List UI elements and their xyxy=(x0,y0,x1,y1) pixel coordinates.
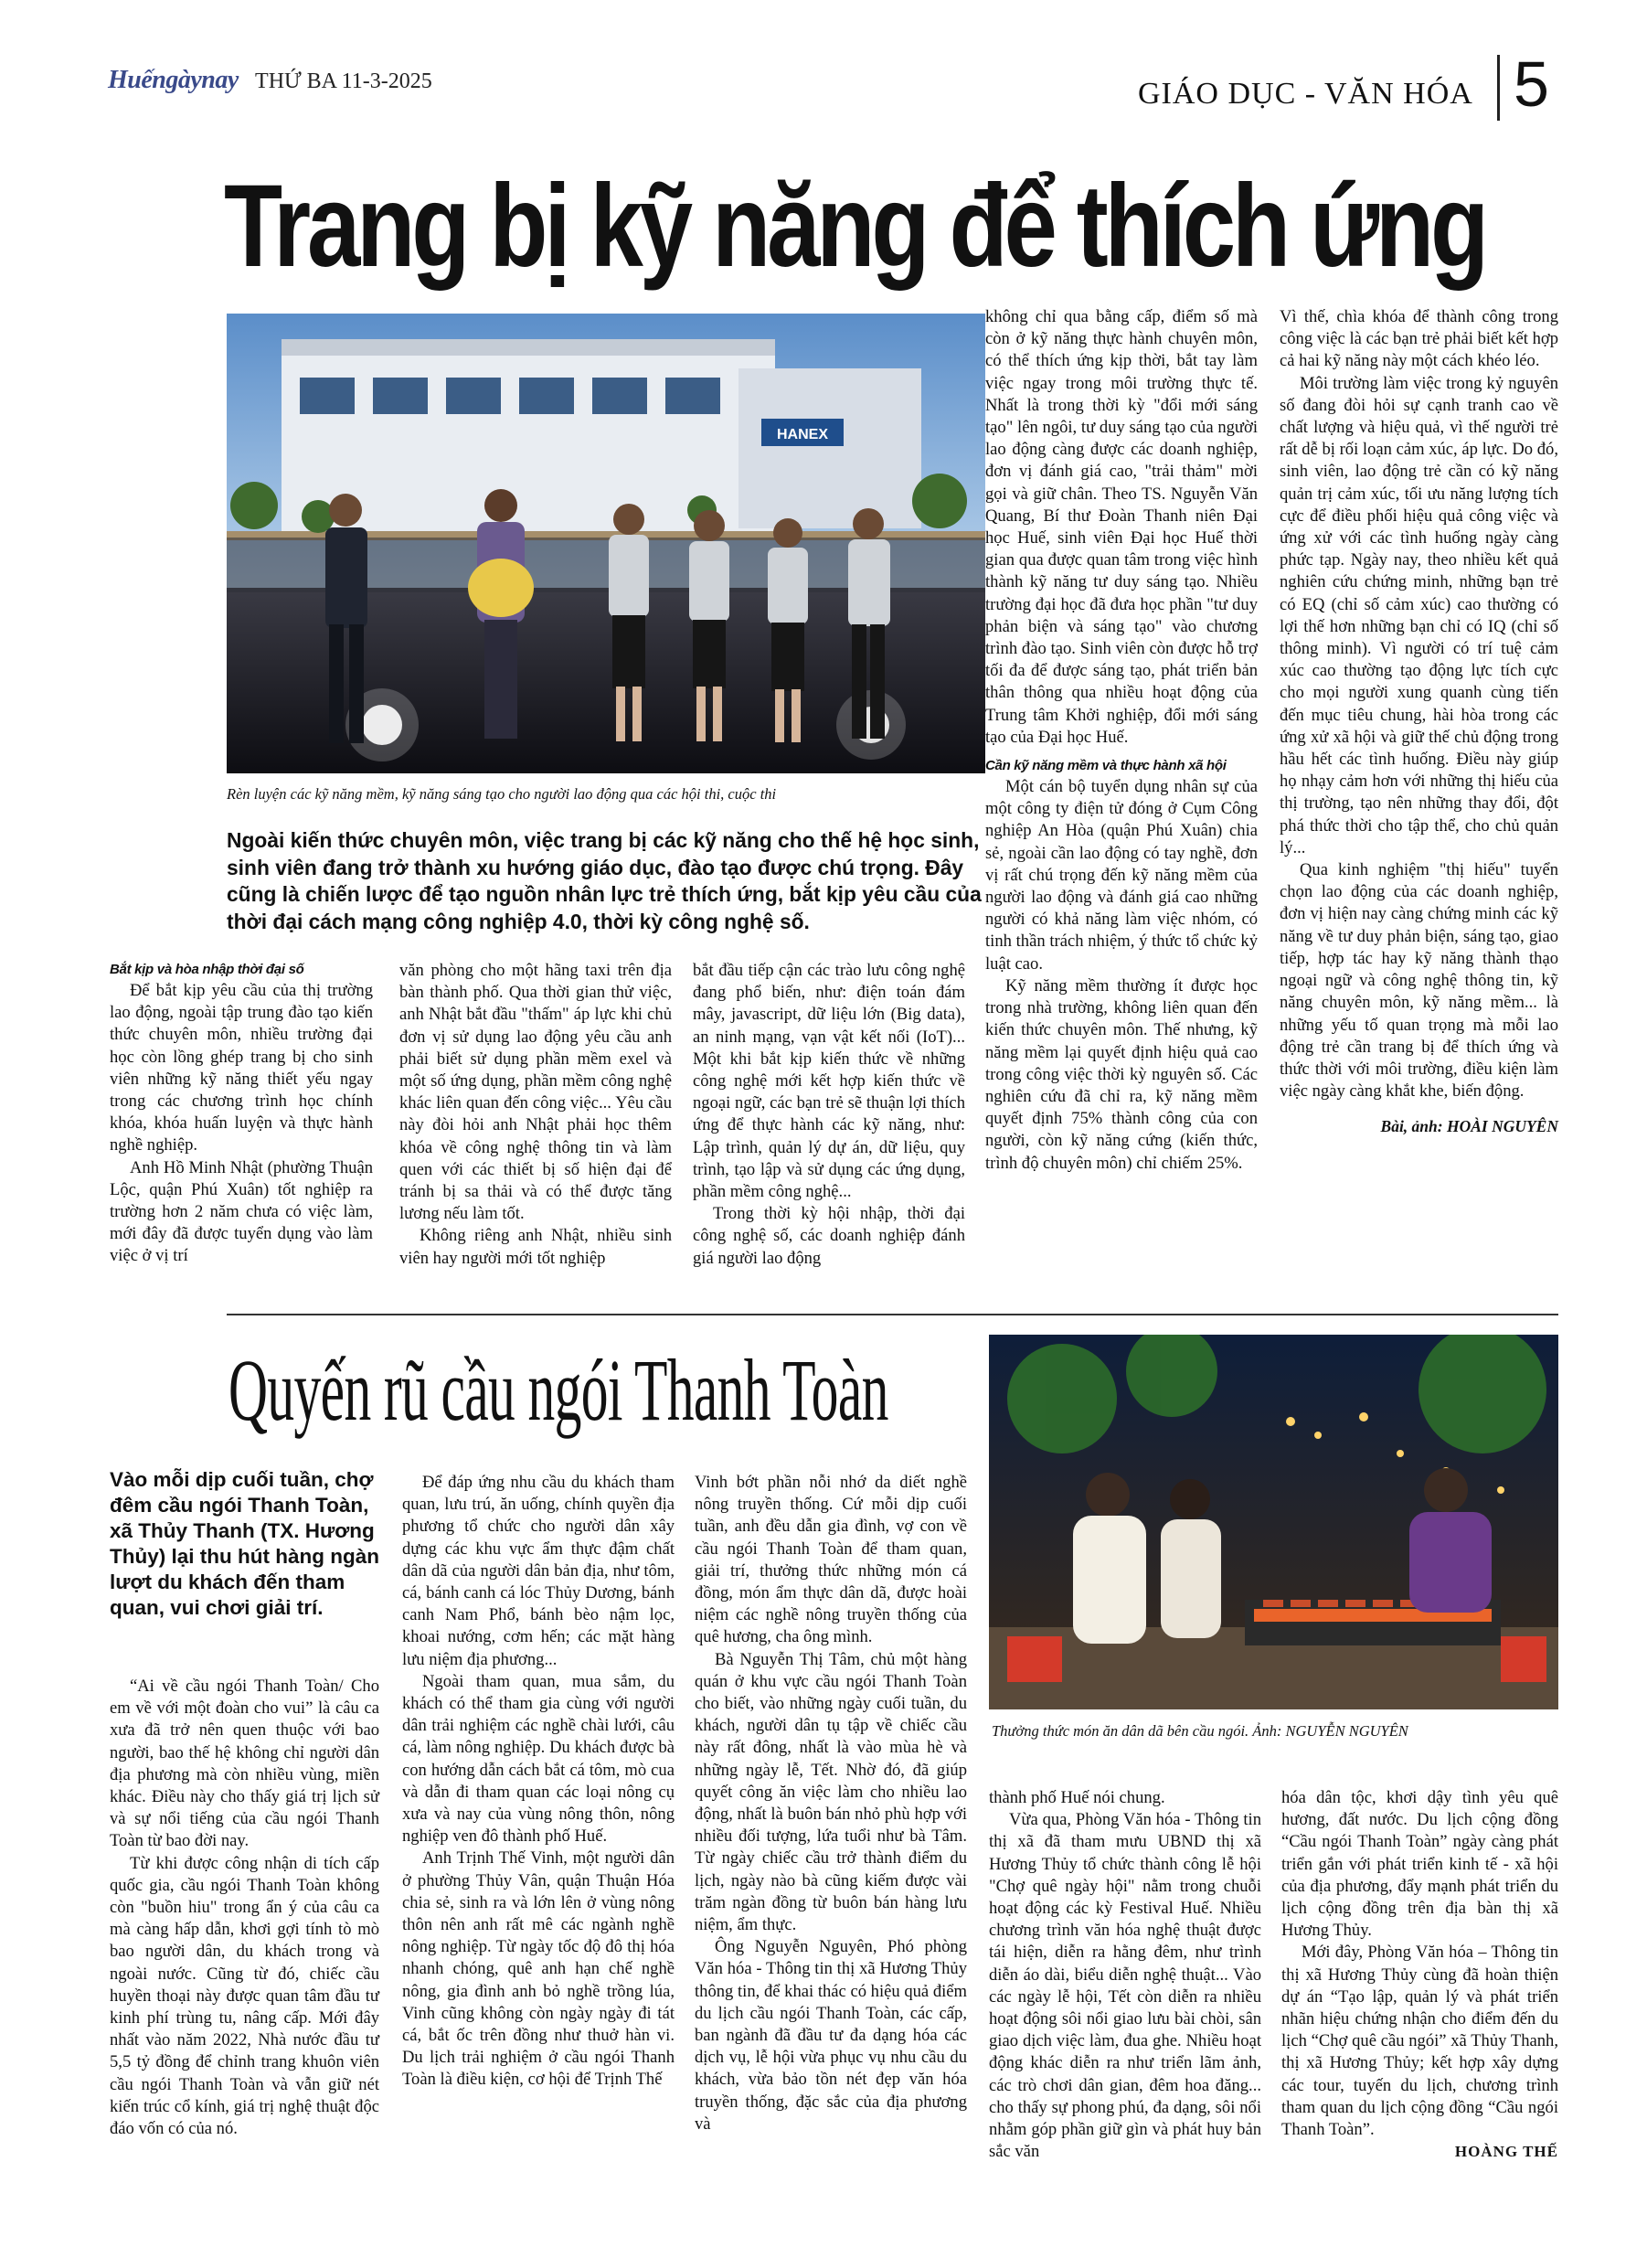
article2-column-1 xyxy=(110,1676,379,2140)
paragraph: Môi trường làm việc trong kỷ nguyên số đang đòi hỏi sự cạnh tranh cao về chất lượng và hiệu quả, vì thế người trẻ rất dễ bị rối loạn cảm xúc, áp lực. Do đó, sinh viên, lao động trẻ cần có kỹ năng quản trị cảm xúc, tối ưu năng lượng tích cực để điều phối hiệu quả công việc và ứng xử với các tình huống ngày càng phức tạp. Ngày nay, theo nhiều kết quả nghiên cứu chứng minh, những bạn trẻ có EQ (chỉ số cảm xúc) cao thường có lợi thế hơn những bạn chỉ có IQ (chỉ số thông minh). Vì người có trí tuệ cảm xúc cao thường tạo động lực tích cực cho mọi người xung quanh cùng tiến đến mục tiêu chung, hài hòa trong các ứng xử xã hội và giữ thế chủ động trong hầu hết các tình huống. Điều này giúp họ nhạy cảm hơn với những thị hiếu của thị trường, tạo nên những thay đổi, đột phá thức thời cho tập thể, cho chủ quản lý... xyxy=(1280,373,1558,857)
article2-lede: Vào mỗi dịp cuối tuần, chợ đêm cầu ngói Thanh Toàn, xã Thủy Thanh (TX. Hương Thủy) lại thu hút hàng ngàn lượt du khách đến tham quan, vui chơi giải trí. xyxy=(110,1468,379,1619)
paragraph: Ngoài tham quan, mua sắm, du khách có thể tham gia cùng với người dân trải nghiệm các nghề chài lưới, câu cá, làm nông nghiệp. Du khách được bà con hướng dẫn cách bắt cá tôm, mò cua và dẫn đi tham quan các loại nông cụ xưa và nay của vùng nông thôn, nông nghiệp ven đô thành phố Huế. xyxy=(402,1671,675,1847)
article-divider xyxy=(227,1314,1558,1315)
paragraph: văn phòng cho một hãng taxi trên địa bàn thành phố. Qua thời gian thử việc, anh Nhật bắt đầu "thấm" áp lực khi chủ đơn vị sử dụng lao động yêu cầu anh phải biết sử dụng phần mềm exel và một số ứng dụng, phần mềm công nghệ khác liên quan đến công việc... Yêu cầu này đòi hỏi anh Nhật phải học thêm khóa về công nghệ thông tin và làm quen với các thiết bị số hiện đại để tránh bị sa thải và có thể được tăng lương nếu làm tốt. xyxy=(399,961,672,1224)
paragraph: Anh Hồ Minh Nhật (phường Thuận Lộc, quận Phú Xuân) tốt nghiệp ra trường hơn 2 năm chưa có việc làm, mới đây đã được tuyển dụng vào làm việc ở vị trí xyxy=(110,1157,373,1266)
factory-sign: HANEX xyxy=(776,427,829,442)
article2-headline: Quyến rũ cầu ngói Thanh Toàn xyxy=(228,1341,888,1439)
article1-photo-caption: Rèn luyện các kỹ năng mềm, kỹ năng sáng tạo cho người lao động qua các hội thi, cuộc thi xyxy=(227,785,777,803)
article1-subheading-2: Cần kỹ năng mềm và thực hành xã hội xyxy=(985,758,1227,774)
paragraph: Kỹ năng mềm thường ít được học trong nhà trường, không liên quan đến kiến thức chuyên môn. Thế nhưng, kỹ năng mềm lại quyết định hiệu quả cao trong công việc thời kỳ nguyên số. Các nghiên cứu đã chỉ ra, kỹ năng mềm quyết định 75% thành công của con người, còn kỹ năng cứng (kiến thức, trình độ chuyên môn) chỉ chiếm 25%. xyxy=(985,975,1258,1173)
paragraph: không chỉ qua bằng cấp, điểm số mà còn ở kỹ năng thực hành chuyên môn, có thể thích ứng kịp thời, bắt tay làm việc ngay trong môi trường thực tế. Nhất là trong thời kỳ "đổi mới sáng tạo" lên ngôi, tư duy sáng tạo của người lao động càng được các doanh nghiệp, đơn vị đánh giá cao, "trải thảm" mời gọi và giữ chân. Theo TS. Nguyễn Văn Quang, Bí thư Đoàn Thanh niên Đại học Huế, sinh viên Đại học Huế thời gian qua được quan tâm trong việc hình thành kỹ năng tư duy sáng tạo. Nhiều trường đại học đã đưa học phần "tư duy phản biện và sáng tạo" vào chương trình đào tạo. Sinh viên còn được hỗ trợ tối đa để được sáng tạo, phát triển bản thân thông qua nhiều hoạt động của Trung tâm Khởi nghiệp, đổi mới sáng tạo của Đại học Huế. xyxy=(985,307,1258,747)
section-name: GIÁO DỤC - VĂN HÓA xyxy=(1138,77,1473,111)
paragraph: Mới đây, Phòng Văn hóa – Thông tin thị xã Hương Thủy cùng đã hoàn thiện dự án “Tạo lập, quản lý và phát triển nhãn hiệu chứng nhận cho điểm đến du lịch “Chợ quê cầu ngói” xã Thủy Thanh, thị xã Hương Thủy; kết hợp xây dựng các tour, tuyến du lịch, chương trình tham quan du lịch cộng đồng “Cầu ngói Thanh Toàn”. xyxy=(1281,1943,1558,2140)
article1-subheading-1: Bắt kịp và hòa nhập thời đại số xyxy=(110,962,304,977)
masthead xyxy=(108,66,432,95)
article2-column-5 xyxy=(1281,1787,1558,2163)
article1-photo xyxy=(227,314,985,773)
newspaper-logo: Huếngàynay xyxy=(108,66,239,94)
paragraph: Vì thế, chìa khóa để thành công trong công việc là các bạn trẻ phải biết kết hợp cả hai kỹ năng này một cách khéo léo. xyxy=(1280,307,1558,371)
paragraph: Anh Trịnh Thế Vinh, một người dân ở phường Thủy Vân, quận Thuận Hóa chia sẻ, sinh ra và lớn lên ở vùng nông thôn nên anh rất mê các ngành nghề nông nghiệp. Từ ngày tốc độ đô thị hóa nhanh chóng, quê anh hạn chế nghề nông, gia đình anh bỏ nghề trồng lúa, Vinh cũng không còn ngày ngày đi tát cá, bắt ốc trên đồng như thuở hàn vi. Du lịch trải nghiệm ở cầu ngói Thanh Toàn là điều kiện, cơ hội để Trịnh Thế xyxy=(402,1848,675,2090)
paragraph: Bà Nguyễn Thị Tâm, chủ một hàng quán ở khu vực cầu ngói Thanh Toàn cho biết, vào những ngày cuối tuần, du khách, người dân tụ tập về chiếc cầu này rất đông, nhất là vào mùa hè và những ngày lễ, Tết. Nhờ đó, đã giúp quyết công ăn việc làm cho nhiều lao động, nhất là buôn bán nhỏ phù hợp với nhiều đối tượng, lứa tuổi như bà Tâm. Từ ngày chiếc cầu trở thành điểm du lịch, ngày nào bà cũng kiếm được vài trăm ngàn đồng từ buôn bán hàng lưu niệm, ẩm thực. xyxy=(695,1649,967,1935)
paragraph: Qua kinh nghiệm "thị hiếu" tuyển chọn lao động của các doanh nghiệp, đơn vị hiện nay càng chứng minh các kỹ năng về tư duy phản biện, sáng tạo, giao tiếp, hợp tác hay kỹ năng thành thạo ngoại ngữ và công nghệ thông tin, kỹ năng chuyên môn, kỹ năng mềm... là những yếu tố quan trọng mà mỗi lao động trẻ cần trang bị để thích ứng và thức thời với môi trường, điều kiện làm việc ngày càng khắt khe, biến động. xyxy=(1280,860,1558,1102)
paragraph: Một cán bộ tuyển dụng nhân sự của một công ty điện tử đóng ở Cụm Công nghiệp An Hòa (quận Phú Xuân) chia sẻ, ngoài cần lao động có tay nghề, đơn vị rất chú trọng đến kỹ năng mềm của người lao động và đánh giá cao những người có khả năng làm việc nhóm, có tinh thần trách nhiệm, ý thức tổ chức kỷ luật cao. xyxy=(985,777,1258,974)
article2-column-4 xyxy=(989,1787,1261,2163)
paragraph: Vừa qua, Phòng Văn hóa - Thông tin thị xã đã tham mưu UBND thị xã Hương Thủy tổ chức thành công lễ hội "Chợ quê ngày hội" nằm trong chuỗi hoạt động các kỳ Festival Huế. Nhiều chương trình văn hóa nghệ thuật được tái hiện, diễn ra hằng đêm, như trình diễn áo dài, biểu diễn nghệ thuật... Vào các ngày lễ hội, Tết còn diễn ra nhiều hoạt động sôi nổi giao lưu bài chòi, sân giao dịch việc làm, đua ghe. Nhiều hoạt động khác diễn ra như triển lãm ảnh, các trò chơi dân gian, đêm hoa đăng... cho thấy sự phong phú, đa dạng, sôi nổi nhằm góp phần giữ gìn và phát huy bản sắc văn xyxy=(989,1810,1261,2162)
page-number-divider xyxy=(1497,55,1500,121)
article2-column-3 xyxy=(695,1472,967,2135)
stage-event-illustration xyxy=(227,314,985,773)
article1-column-2 xyxy=(399,960,672,1270)
paragraph: bắt đầu tiếp cận các trào lưu công nghệ đang phổ biến, như: điện toán đám mây, javascript, dữ liệu lớn (Big data), an ninh mạng, vạn vật kết nối (IoT)... Một khi bắt kịp kiến thức về những công nghệ mới kết hợp kiến thức về ngoại ngữ, các bạn trẻ sẽ thuận lợi thích ứng để thực hành các kỹ năng, như: Lập trình, quản lý dự án, dữ liệu, quy trình, tạo lập và sử dụng các ứng dụng, phần mềm công nghệ... xyxy=(693,961,965,1202)
paragraph: Trong thời kỳ hội nhập, thời đại công nghệ số, các doanh nghiệp đánh giá người lao động xyxy=(693,1204,965,1268)
article1-column-5 xyxy=(1280,306,1558,1138)
paragraph: Từ khi được công nhận di tích cấp quốc gia, cầu ngói Thanh Toàn không còn "buồn hiu" trong ẩn ý của câu ca mà càng hấp dẫn, khơi gợi tính tò mò bao người dân, du khách trong và ngoài nước. Cũng từ đó, chiếc cầu huyền thoại này được quan tâm đầu tư kinh phí trùng tu, nâng cấp. Mới đây nhất vào năm 2022, Nhà nước đầu tư 5,5 tỷ đồng để chỉnh trang khuôn viên cầu ngói Thanh Toàn và vẫn giữ nét kiến trúc cổ kính, giá trị nghệ thuật độc đáo vốn có của nó. xyxy=(110,1853,379,2139)
article1-column-1 xyxy=(110,960,373,1268)
paragraph: Để bắt kịp yêu cầu của thị trường lao động, ngoài tập trung đào tạo kiến thức chuyên môn, nhiều trường đại học còn lồng ghép trang bị cho sinh viên những kỹ năng thiết yếu ngay trong các chương trình học chính khóa, khóa huấn luyện và thực hành nghề nghiệp. xyxy=(110,981,373,1155)
paragraph: thành phố Huế nói chung. xyxy=(989,1788,1165,1807)
paragraph: Để đáp ứng nhu cầu du khách tham quan, lưu trú, ăn uống, chính quyền địa phương tổ chức cho người dân xây dựng các khu vực ẩm thực đậm chất dân dã của người dân bản địa, như tôm, cá, bánh canh cá lóc Thủy Dương, bánh canh Nam Phổ, bánh bèo nậm lọc, khoai nướng, cơm hến; các mặt hàng lưu niệm địa phương... xyxy=(402,1473,675,1669)
article1-headline: Trang bị kỹ năng để thích ứng xyxy=(224,161,1486,292)
paragraph: Không riêng anh Nhật, nhiều sinh viên hay người mới tốt nghiệp xyxy=(399,1226,672,1268)
night-market-illustration xyxy=(989,1335,1558,1709)
article1-column-3 xyxy=(693,960,965,1270)
paragraph: Ông Nguyễn Nguyên, Phó phòng Văn hóa - Thông tin thị xã Hương Thủy thông tin, để khai thác có hiệu quả điểm du lịch cầu ngói Thanh Toàn, các cấp, ban ngành đã đầu tư đa dạng hóa các dịch vụ, lễ hội vừa phục vụ nhu cầu du khách, vừa bảo tồn nét đẹp văn hóa truyền thống, đặc sắc của địa phương và xyxy=(695,1937,967,2134)
paragraph: “Ai về cầu ngói Thanh Toàn/ Cho em về với một đoàn cho vui” là câu ca xưa đã trở nên quen thuộc với bao người, bao thế hệ không chỉ người dân địa phương mà còn nhiều vùng, miền khác. Điều này cho thấy giá trị lịch sử và sự nổi tiếng của cầu ngói Thanh Toàn từ bao đời nay. xyxy=(110,1677,379,1851)
page-number: 5 xyxy=(1514,48,1549,120)
article1-column-4 xyxy=(985,306,1258,1175)
issue-date: THỨ BA 11-3-2025 xyxy=(255,69,432,93)
article2-photo-caption: Thưởng thức món ăn dân dã bên cầu ngói. Ảnh: NGUYỄN NGUYÊN xyxy=(992,1722,1408,1740)
article2-photo xyxy=(989,1335,1558,1709)
paragraph: hóa dân tộc, khơi dậy tình yêu quê hương, đất nước. Du lịch cộng đồng “Cầu ngói Thanh Toàn” ngày càng phát triển gắn với phát triển kinh tế - xã hội của địa phương, đẩy mạnh phát triển du lịch cộng đồng trên địa bàn thị xã Hương Thủy. xyxy=(1281,1788,1558,1941)
article2-column-2 xyxy=(402,1472,675,2092)
article1-lede: Ngoài kiến thức chuyên môn, việc trang bị các kỹ năng cho thế hệ học sinh, sinh viên đang trở thành xu hướng giáo dục, đào tạo được chú trọng. Đây cũng là chiến lược để tạo nguồn nhân lực trẻ thích ứng, bắt kịp yêu cầu của thời đại cách mạng công nghiệp 4.0, thời kỳ công nghệ số. xyxy=(227,828,982,933)
paragraph: Vinh bớt phần nỗi nhớ da diết nghề nông truyền thống. Cứ mỗi dịp cuối tuần, anh đều dẫn gia đình, vợ con về cầu ngói Thanh Toàn để tham quan, giải trí, thưởng thức những món cá đồng, món ẩm thực dân dã, được hoài niệm các nghề nông truyền thống của quê hương, cha ông mình. xyxy=(695,1473,967,1647)
article2-byline: HOÀNG THẾ xyxy=(1454,2143,1558,2161)
article1-byline: Bài, ảnh: HOÀI NGUYÊN xyxy=(1380,1117,1558,1136)
